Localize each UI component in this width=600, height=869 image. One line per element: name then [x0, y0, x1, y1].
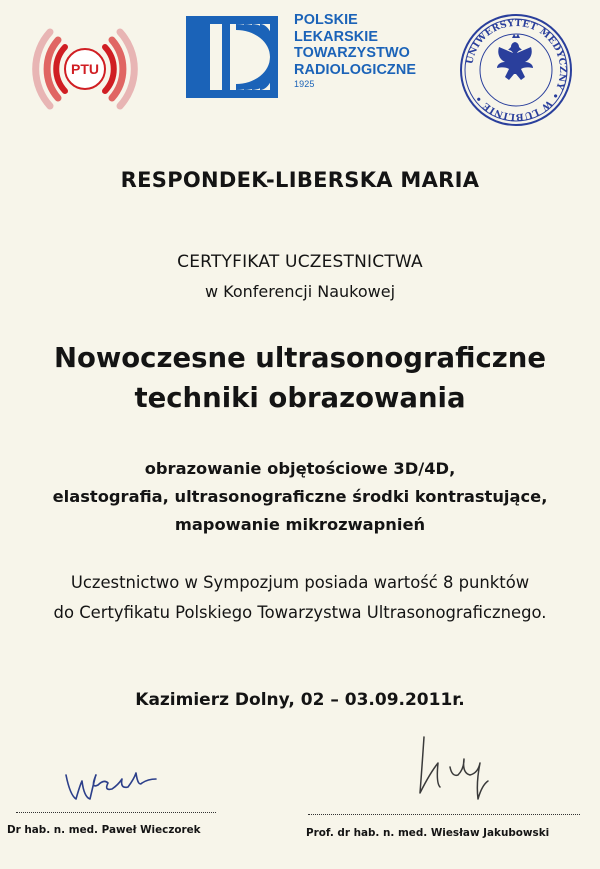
topic-line: obrazowanie objętościowe 3D/4D,	[144, 459, 456, 478]
signature-line	[308, 814, 580, 815]
seal-ring-text: UNIWERSYTET MEDYCZNY • W LUBLINIE •	[464, 17, 569, 123]
pltr-logo	[184, 10, 434, 106]
pltr-year: 1925	[294, 79, 315, 90]
pltr-line-2: LEKARSKIE	[294, 28, 379, 45]
signature-line	[16, 812, 216, 813]
ptu-logo	[30, 14, 140, 124]
ptu-logo-text: PTU	[71, 61, 99, 77]
handwritten-signature-icon	[410, 727, 510, 807]
certificate-subtitle: w Konferencji Naukowej	[204, 282, 396, 301]
conference-title-line-1: Nowoczesne ultrasonograficzne	[53, 342, 547, 374]
signatory-right-name: Prof. dr hab. n. med. Wiesław Jakubowski	[306, 827, 550, 839]
points-line-2: do Certyfikatu Polskiego Towarzystwa Ultrasonograficznego.	[53, 603, 547, 622]
signatory-left-name: Dr hab. n. med. Paweł Wieczorek	[7, 824, 201, 836]
topic-line: elastografia, ultrasonograficzne środki kontrastujące,	[52, 487, 548, 506]
conference-title-line-2: techniki obrazowania	[134, 382, 466, 414]
certificate-title: CERTYFIKAT UCZESTNICTWA	[177, 252, 423, 272]
eagle-seal-icon	[458, 12, 574, 128]
pltr-line-3: TOWARZYSTWO	[294, 45, 410, 62]
signature-right	[300, 725, 600, 855]
points-line-1: Uczestnictwo w Sympozjum posiada wartość 8 punktów	[70, 573, 530, 592]
points-statement	[0, 568, 600, 628]
conference-title	[0, 338, 600, 418]
pltr-line-1: POLSKIE	[294, 12, 358, 28]
pltr-line-4: RADIOLOGICZNE	[294, 61, 417, 78]
university-seal	[458, 12, 574, 128]
topic-line: mapowanie mikrozwapnień	[174, 515, 426, 534]
handwritten-signature-icon	[58, 765, 168, 805]
ptu-radiating-logo-icon	[30, 14, 140, 124]
signature-left	[0, 755, 260, 855]
recipient-name: RESPONDEK-LIBERSKA MARIA	[120, 168, 480, 192]
topics-list	[0, 455, 600, 539]
pltr-logo-icon	[184, 14, 280, 100]
pltr-logo-text	[294, 12, 444, 90]
place-date: Kazimierz Dolny, 02 – 03.09.2011r.	[135, 690, 465, 710]
